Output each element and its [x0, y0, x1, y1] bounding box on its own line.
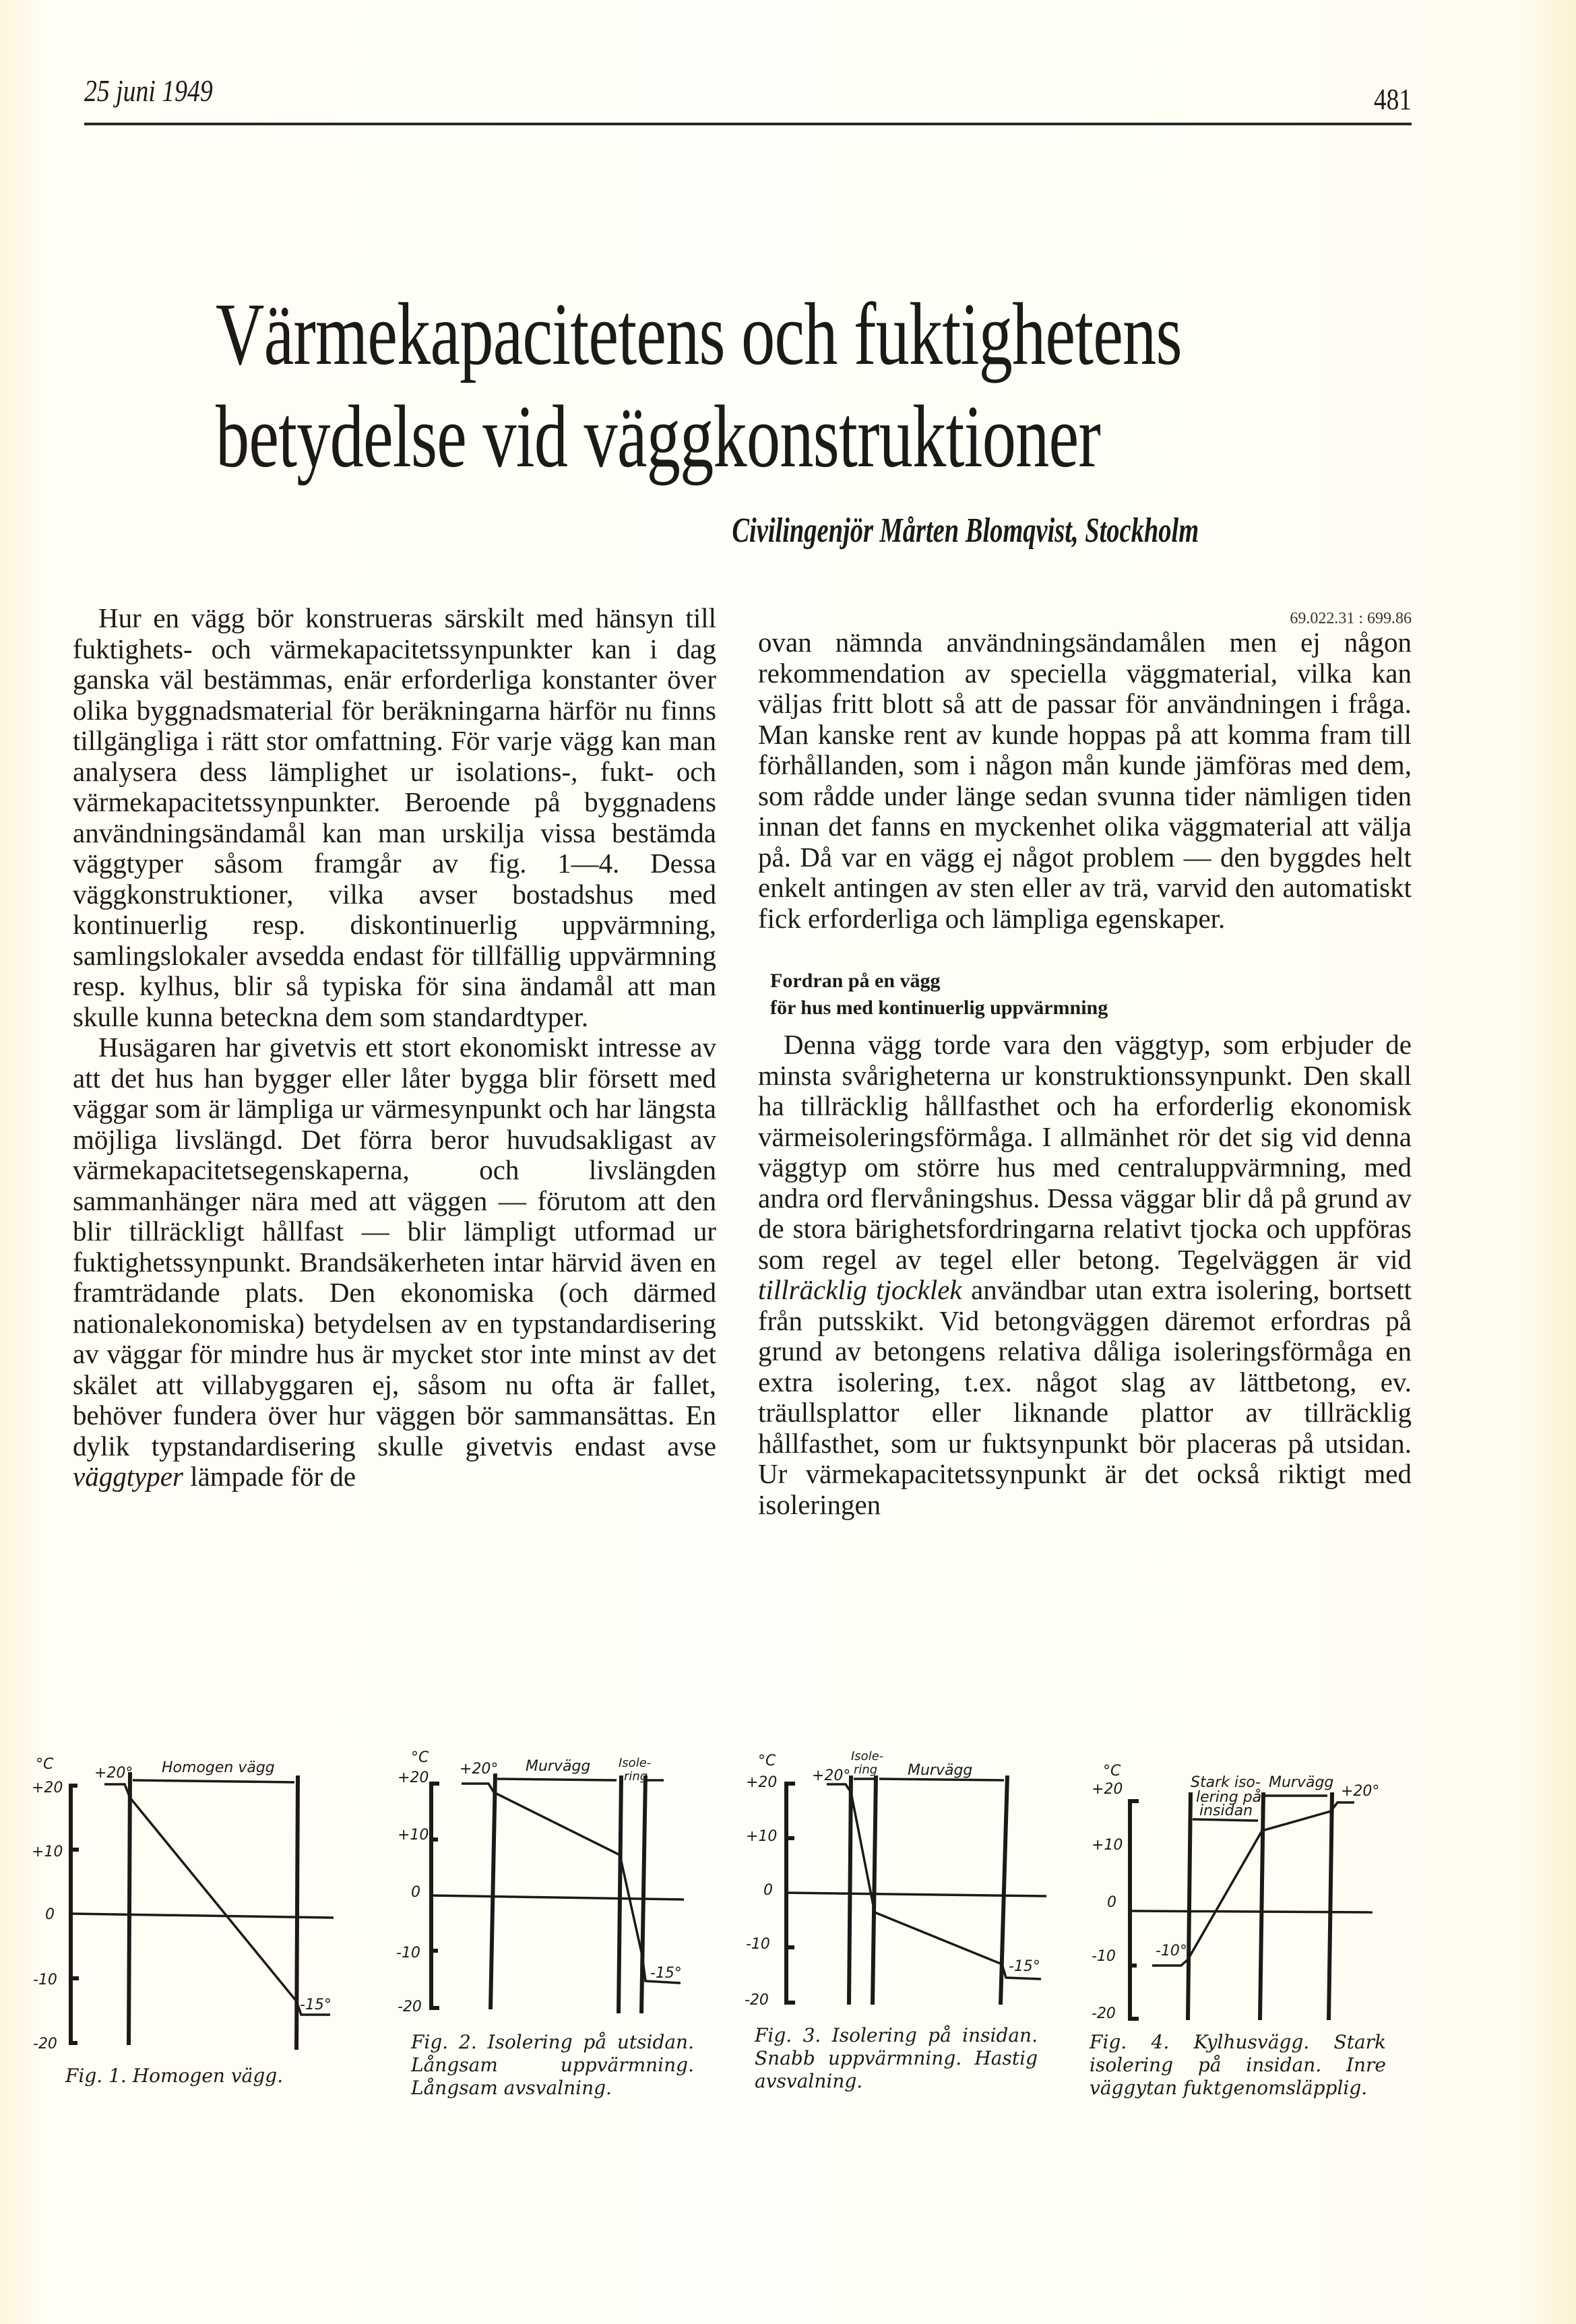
zone-label: Isole- — [851, 1749, 884, 1763]
section-heading-line-1: Fordran på en vägg — [770, 970, 941, 992]
paragraph-denna-vagg — [758, 1030, 1412, 1520]
y-tick-label: -20 — [1092, 2005, 1116, 2022]
issue-date: 25 juni 1949 — [84, 73, 213, 108]
section-heading — [758, 968, 1412, 1022]
figure-caption: Fig. 1. Homogen vägg. — [65, 2065, 284, 2087]
zone-label: ring — [624, 1769, 648, 1784]
y-tick-label: -10 — [1092, 1948, 1116, 1965]
section-heading-line-2: för hus med kontinuerlig uppvärmning — [770, 997, 1108, 1019]
udc-classification: 69.022.31 : 699.86 — [1290, 610, 1412, 627]
figure-4 — [1081, 1745, 1445, 2100]
inside-temp-label: -10° — [1156, 1943, 1187, 1959]
temperature-diagram-homogen — [30, 1745, 381, 2062]
y-tick-label: +20 — [32, 1780, 63, 1796]
text-run: lämpade för de — [183, 1461, 356, 1492]
zone-label: Murvägg — [526, 1758, 591, 1775]
zone-label: Murvägg — [908, 1762, 973, 1779]
right-column — [758, 610, 1412, 1520]
paragraph-intro: Hur en vägg bör konstrueras särskilt med hänsyn till fuktighets- och värmekapacitetssynpunkter kan i dag ganska väl bestämmas, enär erforderliga konstanter över olika byggnadsmaterial för beräkningarna härför nu finns tillgängliga i rätt stor omfattning. För varje vägg kan man analysera dess lämplighet ur isolations-, fukt- och värmekapacitetssynpunkter. Beroende på byggnadens användningsändamål kan man urskilja vissa bestämda väggtyper såsom framgår av fig. 1—4. Dessa väggkonstruktioner, vilka avser bostadshus med kontinuerlig resp. diskontinuerlig uppvärmning, samlingslokaler avsedda endast för tillfällig uppvärmning resp. kylhus, blir så typiska för sina ändamål att man skulle kunna beteckna dem som standardtyper. — [73, 602, 716, 1032]
running-header — [84, 73, 1412, 125]
y-tick-label: 0 — [1107, 1894, 1116, 1911]
zone-label: Murvägg — [1269, 1774, 1334, 1791]
zone-label: Homogen vägg — [162, 1759, 275, 1776]
figure-2 — [384, 1745, 734, 2100]
zone-label: Stark iso- — [1191, 1774, 1261, 1791]
figure-caption: Fig. 4. Kylhusvägg. Stark isolering på insidan. Inre väggytan fuktgenomsläpplig. — [1090, 2031, 1386, 2099]
page-number: 481 — [1373, 83, 1412, 116]
figure-3 — [738, 1745, 1088, 2093]
figure-1 — [30, 1745, 381, 2087]
emphasis-tjocklek: tillräcklig tjocklek — [758, 1274, 962, 1305]
y-tick-label: 0 — [763, 1882, 773, 1899]
temperature-diagram-isolering-utsidan — [384, 1745, 701, 2028]
inside-temp-label: +20° — [460, 1761, 499, 1778]
author-byline: Civilingenjör Mårten Blomqvist, Stockholm — [732, 511, 1199, 550]
text-run: Denna vägg torde vara den väggtyp, som erbjuder de minsta svårigheterna ur konstruktionssynpunkt. Den skall ha tillräcklig hållfasthet och ha erforderlig ekonomisk värmeisoleringsförmåga. I allmänhet rör det sig vid denna väggtyp om större hus med centraluppvärmning, med andra ord flervåningshus. Dessa väggar blir då på grund av de stora bärighetsfordringarna relativt tjocka och uppföras som regel av tegel eller betong. Tegelväggen är vid — [758, 1029, 1412, 1275]
unit-label: °C — [758, 1753, 776, 1769]
y-tick-label: +10 — [746, 1828, 778, 1845]
y-tick-label: -10 — [33, 1972, 57, 1988]
zone-label: lering på — [1196, 1789, 1262, 1806]
title-line-1: Värmekapacitetens och fuktighetens — [216, 284, 1182, 383]
temperature-diagram-kylhus — [1081, 1745, 1398, 2028]
emphasis-vaggtyper: väggtyper — [73, 1461, 183, 1492]
y-tick-label: +20 — [1092, 1781, 1123, 1798]
y-tick-label: +20 — [398, 1769, 429, 1786]
outside-temp-label: +20° — [1341, 1783, 1380, 1800]
unit-label: °C — [411, 1749, 429, 1766]
article-title — [216, 283, 1182, 488]
temperature-diagram-isolering-insidan — [738, 1745, 1054, 2021]
outside-temp-label: -15° — [300, 1997, 332, 2013]
text-run: användbar utan extra isolering, bortsett från putsskikt. Vid betongväggen däremot erfordras på grund av betongens relativa dåliga isoleringsförmåga en extra isolering, t.ex. något slag av lättbetong, ev. träullsplattor eller liknande plattor av tillräcklig hållfasthet, som ur fuktsynpunkt bör placeras på utsidan. Ur värmekapacitetssynpunkt är det också riktigt med isoleringen — [758, 1274, 1412, 1520]
y-tick-label: 0 — [411, 1884, 420, 1901]
y-tick-label: -10 — [396, 1945, 420, 1961]
y-tick-label: +10 — [32, 1844, 63, 1860]
y-tick-label: +20 — [746, 1774, 778, 1791]
inside-temp-label: +20° — [812, 1767, 851, 1784]
y-tick-label: -20 — [745, 1992, 769, 2009]
title-line-2: betydelse vid väggkonstruktioner — [216, 387, 1101, 486]
y-tick-label: +10 — [398, 1827, 429, 1844]
figure-caption: Fig. 2. Isolering på utsidan. Långsam uppvärmning. Långsam avsvalning. — [411, 2031, 694, 2099]
y-tick-label: -20 — [33, 2036, 57, 2052]
outside-temp-label: -15° — [1009, 1958, 1040, 1975]
zone-label: ring — [854, 1763, 878, 1777]
outside-temp-label: -15° — [650, 1965, 682, 1982]
unit-label: °C — [36, 1756, 54, 1773]
text-run: Husägaren har givetvis ett stort ekonomiskt intresse av att det hus han bygger eller låter bygga blir försett med väggar som är lämpliga ur värmesynpunkt och har längsta möjliga livslängd. Det förra beror huvudsakligast av värmekapacitetsegenskaperna, och livslängden sammanhänger nära med att väggen — förutom att den blir tillräckligt hållfast — blir lämpligt utformad ur fuktighetssynpunkt. Brandsäkerheten intar härvid även en framträdande plats. Den ekonomiska (och därmed nationalekonomiska) betydelsen av en typstandardisering av väggar för mindre hus är mycket stor inte minst av det skälet att villabyggaren ej, såsom nu ofta är fallet, behöver fundera över hur väggen bör sammansättas. En dylik typstandardisering skulle givetvis endast avse — [73, 1032, 716, 1462]
inside-temp-label: +20° — [94, 1765, 133, 1782]
y-tick-label: -10 — [746, 1936, 770, 1953]
left-column — [73, 603, 716, 1493]
unit-label: °C — [1103, 1763, 1121, 1780]
zone-label: Isole- — [619, 1756, 652, 1770]
y-tick-label: +10 — [1092, 1837, 1123, 1854]
paragraph-husagaren — [73, 1032, 716, 1493]
y-tick-label: -20 — [398, 1999, 422, 2015]
paragraph-continuation: ovan nämnda användningsändamålen men ej någon rekommendation av speciella väggmaterial, vilka kan väljas fritt blott så att de passar för användningen i fråga. Man kanske rent av kunde hoppas på att komma fram till förhållanden, som i någon mån kunde jämföras med dem, som rådde under länge sedan svunna tider nämligen tiden innan det fanns en myckenhet olika väggmaterial att välja på. Då var en vägg ej något problem — den byggdes helt enkelt antingen av sten eller av trä, varvid den automatiskt fick erforderliga och lämpliga egenskaper. — [758, 627, 1412, 934]
y-tick-label: 0 — [45, 1906, 55, 1923]
figure-caption: Fig. 3. Isolering på insidan. Snabb uppvärmning. Hastig avsvalning. — [755, 2024, 1038, 2092]
zone-label: insidan — [1199, 1802, 1253, 1819]
